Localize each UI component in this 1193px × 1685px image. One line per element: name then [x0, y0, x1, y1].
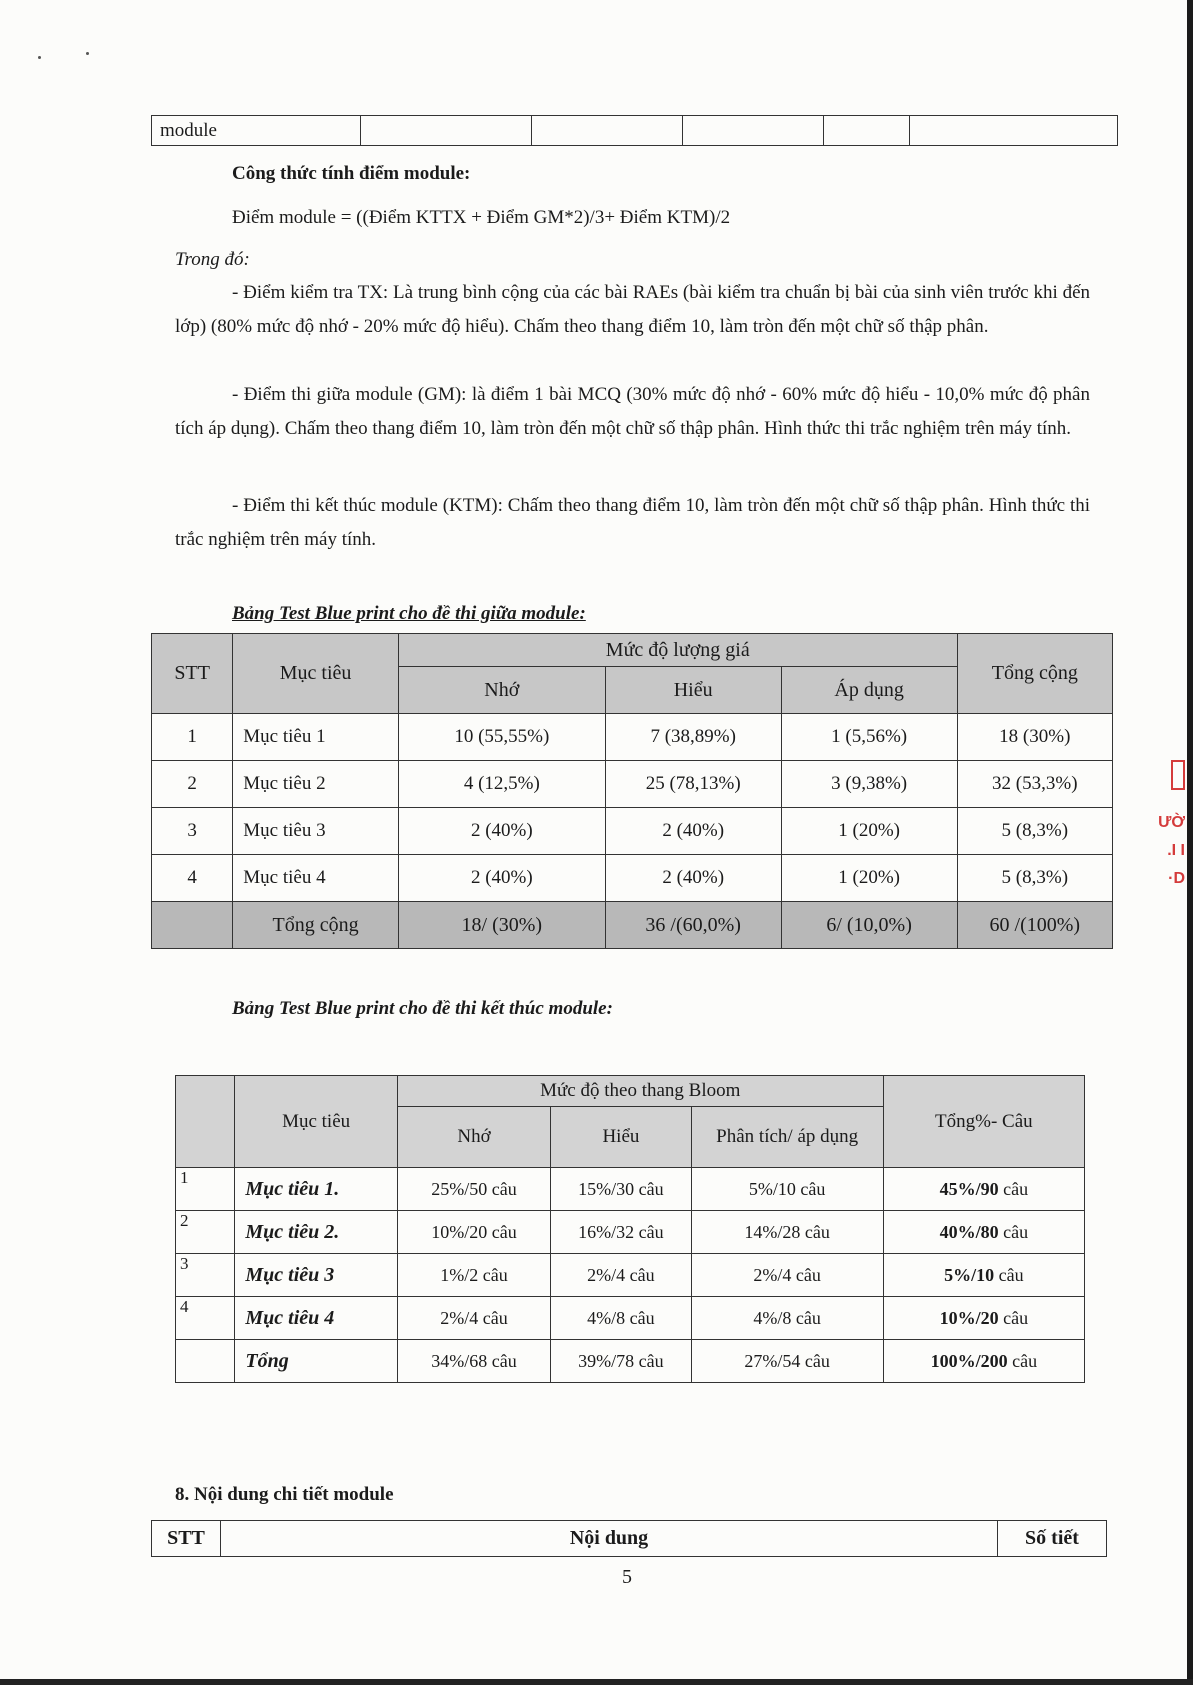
formula-expression: Điểm module = ((Điểm KTTX + Điểm GM*2)/3+ Điểm KTM)/2	[232, 207, 731, 228]
header-understand: Hiểu	[605, 667, 781, 714]
header-remember: Nhớ	[397, 1107, 550, 1168]
table-row: 2 Mục tiêu 2. 10%/20 câu 16%/32 câu 14%/28 câu 40%/80 câu	[176, 1211, 1085, 1254]
scan-speck	[38, 56, 41, 59]
stamp-fragment	[1171, 760, 1185, 795]
header-target: Mục tiêu	[235, 1076, 397, 1168]
header-stt: STT	[152, 634, 233, 714]
header-total: Tổng%- Câu	[883, 1076, 1084, 1168]
stamp-fragment: ·D	[1168, 870, 1185, 887]
formula-item-tx: - Điểm kiểm tra TX: Là trung bình cộng của các bài RAEs (bài kiểm tra chuẩn bị bài của sinh viên trước khi đến lớp) (80% mức độ nhớ - 20% mức độ hiểu). Chấm theo thang điểm 10, làm tròn đến một chữ số thập phân.	[175, 282, 1090, 337]
header-remember: Nhớ	[398, 667, 605, 714]
where-label: Trong đó:	[175, 249, 250, 270]
stamp-frame-icon	[1171, 760, 1185, 790]
formula-item-ktm: - Điểm thi kết thúc module (KTM): Chấm theo thang điểm 10, làm tròn đến một chữ số thập phân. Hình thức thi trắc nghiệm trên máy tính.	[175, 495, 1090, 550]
header-periods: Số tiết	[998, 1521, 1107, 1557]
module-content-table	[151, 1520, 1107, 1557]
table-row: 3 Mục tiêu 3 1%/2 câu 2%/4 câu 2%/4 câu 5%/10 câu	[176, 1254, 1085, 1297]
header-analyze-apply: Phân tích/ áp dụng	[691, 1107, 883, 1168]
table-row: 4 Mục tiêu 4 2 (40%) 2 (40%) 1 (20%) 5 (8,3%)	[152, 855, 1113, 902]
section8-heading: 8. Nội dung chi tiết module	[175, 1484, 394, 1505]
header-bloom-level: Mức độ theo thang Bloom	[397, 1076, 883, 1107]
module-cell: module	[152, 116, 361, 146]
total-row: Tổng cộng 18/ (30%) 36 /(60,0%) 6/ (10,0%) 60 /(100%)	[152, 902, 1113, 949]
table2-caption: Bảng Test Blue print cho đề thi kết thúc module:	[232, 998, 613, 1019]
scan-edge	[0, 1679, 1193, 1685]
header-target: Mục tiêu	[233, 634, 399, 714]
final-blueprint-table	[175, 1075, 1085, 1383]
header-total: Tổng cộng	[957, 634, 1112, 714]
total-label: Tổng	[235, 1340, 397, 1383]
stamp-fragment: .I I	[1167, 842, 1185, 859]
scan-speck	[86, 52, 89, 55]
header-content: Nội dung	[221, 1521, 998, 1557]
formula-heading: Công thức tính điểm module:	[232, 163, 471, 184]
midterm-blueprint-table	[151, 633, 1113, 949]
scan-edge	[1187, 0, 1193, 1685]
header-understand: Hiểu	[551, 1107, 691, 1168]
stamp-fragment: ƯỜ	[1158, 814, 1185, 831]
table-row: 1 Mục tiêu 1 10 (55,55%) 7 (38,89%) 1 (5,56%) 18 (30%)	[152, 714, 1113, 761]
table-row: 2 Mục tiêu 2 4 (12,5%) 25 (78,13%) 3 (9,38%) 32 (53,3%)	[152, 761, 1113, 808]
total-row: Tổng 34%/68 câu 39%/78 câu 27%/54 câu 100%/200 câu	[176, 1340, 1085, 1383]
header-assessment-level: Mức độ lượng giá	[398, 634, 957, 667]
formula-item-gm: - Điểm thi giữa module (GM): là điểm 1 bài MCQ (30% mức độ nhớ - 60% mức độ hiểu - 10,0% mức độ phân tích áp dụng). Chấm theo thang điểm 10, làm tròn đến một chữ số thập phân. Hình thức thi trắc nghiệm trên máy tính.	[175, 384, 1090, 439]
table-row: 3 Mục tiêu 3 2 (40%) 2 (40%) 1 (20%) 5 (8,3%)	[152, 808, 1113, 855]
table-row: 1 Mục tiêu 1. 25%/50 câu 15%/30 câu 5%/10 câu 45%/90 câu	[176, 1168, 1085, 1211]
previous-table-remnant	[151, 115, 1118, 146]
header-apply: Áp dụng	[781, 667, 957, 714]
total-label: Tổng cộng	[233, 902, 399, 949]
table-row: 4 Mục tiêu 4 2%/4 câu 4%/8 câu 4%/8 câu 10%/20 câu	[176, 1297, 1085, 1340]
header-stt: STT	[152, 1521, 221, 1557]
page-number: 5	[622, 1566, 632, 1588]
table1-caption: Bảng Test Blue print cho đề thi giữa module:	[232, 603, 586, 624]
